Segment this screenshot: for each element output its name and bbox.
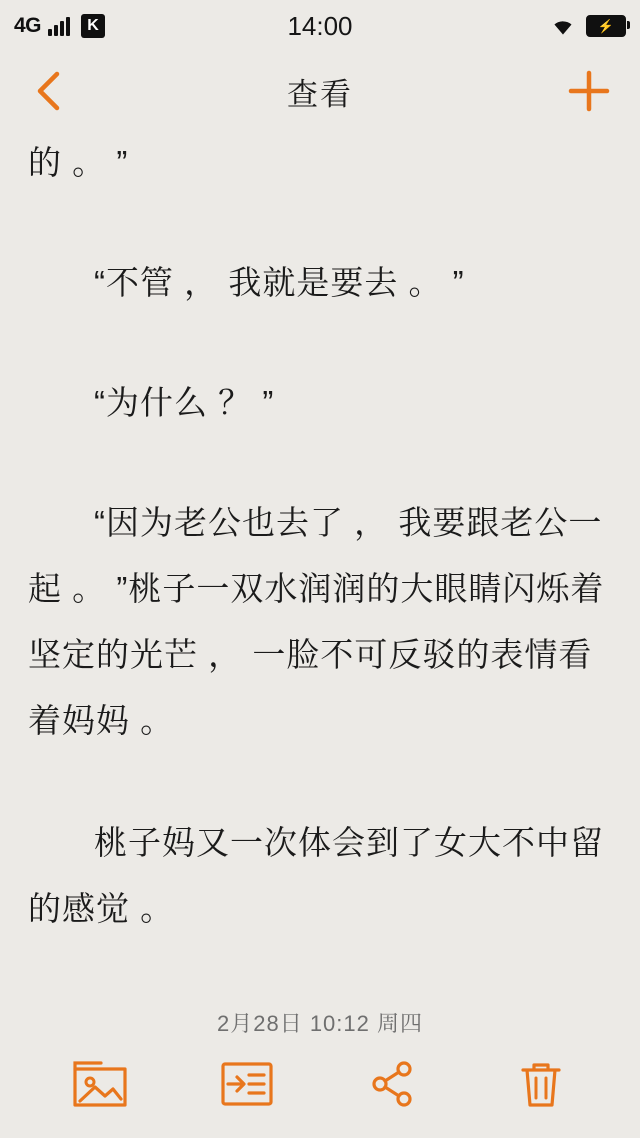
paragraph-spacer bbox=[28, 316, 612, 370]
status-bar bbox=[0, 0, 640, 52]
paragraph-spacer bbox=[28, 436, 612, 490]
trash-icon bbox=[517, 1058, 565, 1115]
back-chevron-icon[interactable] bbox=[26, 68, 72, 114]
title-bar bbox=[0, 52, 640, 130]
note-content[interactable] bbox=[0, 130, 640, 1007]
note-paragraph: 的 。 ” bbox=[28, 144, 129, 181]
note-paragraph: “因为老公也去了 ， 我要跟老公一起 。 ”桃子一双水润润的大眼睛闪烁着坚定的光芒 ， 一脸不可反驳的表情看着妈妈 。 bbox=[28, 504, 605, 739]
note-paragraph: 桃子妈又一次体会到了女大不中留的感觉 。 bbox=[28, 824, 604, 927]
note-timestamp: 2月28日 10:12 周四 bbox=[217, 1011, 423, 1036]
wifi-icon bbox=[550, 16, 576, 36]
bottom-toolbar bbox=[0, 1046, 640, 1138]
signal-bars-icon bbox=[48, 16, 70, 36]
network-type-label: 4G bbox=[14, 14, 42, 37]
note-paragraph: “为什么 ？ ” bbox=[94, 384, 275, 421]
status-bar-clock: 14:00 bbox=[287, 10, 353, 41]
share-node-icon bbox=[368, 1059, 420, 1114]
share-button[interactable] bbox=[357, 1053, 431, 1119]
list-import-icon bbox=[219, 1059, 275, 1114]
plus-icon[interactable] bbox=[564, 66, 614, 116]
battery-charging-icon: ⚡ bbox=[586, 15, 626, 37]
insert-list-button[interactable] bbox=[210, 1053, 284, 1119]
paragraph-spacer bbox=[28, 196, 612, 250]
status-bar-left bbox=[14, 14, 105, 38]
paragraph-spacer bbox=[28, 754, 612, 810]
page-title: 查看 bbox=[287, 76, 353, 112]
note-paragraph: “不管 ， 我就是要去 。 ” bbox=[94, 264, 465, 301]
delete-button[interactable] bbox=[504, 1053, 578, 1119]
insert-image-button[interactable] bbox=[63, 1053, 137, 1119]
app-badge-icon: K bbox=[81, 14, 105, 38]
image-icon bbox=[71, 1059, 129, 1114]
status-bar-right bbox=[550, 15, 626, 37]
